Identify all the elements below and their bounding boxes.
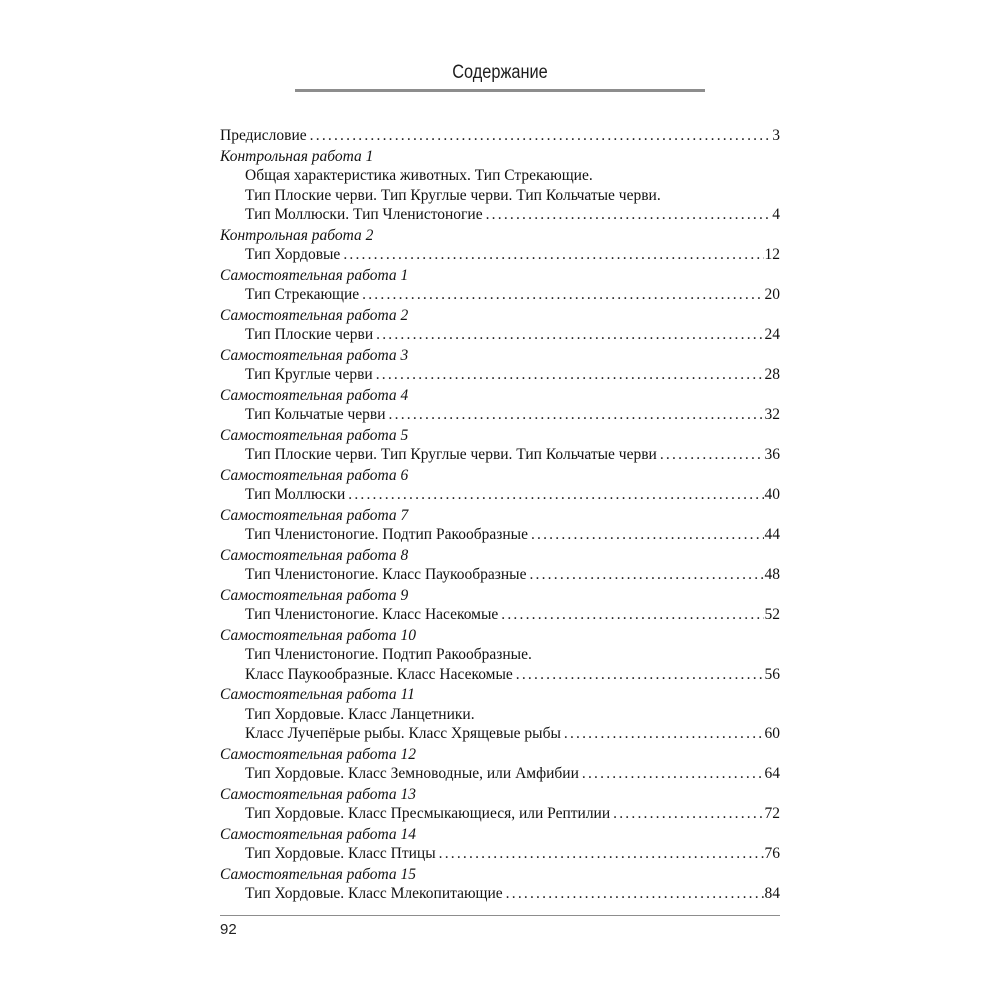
toc-entry-line: Тип Хордовые. Класс Ланцетники.	[245, 705, 475, 723]
footer-divider	[220, 915, 780, 916]
toc-page-number: 36	[764, 446, 780, 463]
toc-entry	[220, 466, 780, 505]
toc-page-number: 76	[764, 845, 780, 862]
toc-entry	[220, 745, 780, 784]
toc-page-number: 56	[764, 665, 780, 683]
toc-page-number: 72	[764, 805, 780, 822]
toc-entry	[220, 785, 780, 824]
dot-leader	[310, 126, 772, 146]
toc-page-number: 32	[764, 406, 780, 423]
toc-entry-title: Тип Стрекающие	[245, 286, 360, 303]
toc-entry-row	[220, 485, 780, 505]
dot-leader	[506, 884, 764, 904]
toc-entry	[220, 266, 780, 305]
toc-entry-heading: Самостоятельная работа 7	[220, 506, 409, 524]
toc-entry-row	[220, 205, 780, 225]
toc-entry-title: Тип Хордовые	[245, 246, 341, 263]
toc-entry	[220, 506, 780, 545]
toc-entry-title: Тип Хордовые. Класс Млекопитающие	[245, 885, 503, 902]
toc-entry-title: Класс Паукообразные. Класс Насекомые	[245, 665, 513, 683]
dot-leader	[439, 844, 764, 864]
toc-entry-row	[220, 884, 780, 904]
toc-entry-heading: Самостоятельная работа 14	[220, 825, 417, 843]
toc-entry-heading: Самостоятельная работа 5	[220, 426, 409, 444]
toc-entry-title: Тип Членистоногие. Класс Насекомые	[245, 606, 499, 623]
toc-entry-row	[220, 844, 780, 864]
toc-entry-heading: Самостоятельная работа 2	[220, 306, 409, 324]
toc-entry-title: Тип Членистоногие. Подтип Ракообразные	[245, 526, 528, 543]
toc-page-number: 64	[764, 765, 780, 782]
dot-leader	[531, 525, 764, 545]
toc-entry-row	[220, 525, 780, 545]
toc-entry-heading: Контрольная работа 1	[220, 147, 374, 165]
dot-leader	[486, 205, 772, 225]
toc-entry	[220, 346, 780, 385]
toc-page-number: 20	[764, 286, 780, 303]
toc-entry-heading: Самостоятельная работа 10	[220, 626, 417, 644]
toc-entry-title: Тип Круглые черви	[245, 366, 373, 383]
toc-entry-heading: Самостоятельная работа 1	[220, 266, 409, 284]
toc-entry-heading: Самостоятельная работа 4	[220, 386, 409, 404]
toc-entry-heading: Самостоятельная работа 9	[220, 586, 409, 604]
toc-entry-heading: Самостоятельная работа 6	[220, 466, 409, 484]
toc-entry-row	[220, 665, 780, 685]
dot-leader	[582, 764, 764, 784]
toc-entry-row	[220, 285, 780, 305]
toc-entry-title: Класс Лучепёрые рыбы. Класс Хрящевые рыбы	[245, 725, 561, 742]
dot-leader	[362, 285, 763, 305]
toc-entry-heading: Контрольная работа 2	[220, 226, 374, 244]
page-title: Содержание	[452, 62, 548, 83]
toc-page-number: 40	[764, 486, 780, 503]
toc-entry-heading: Самостоятельная работа 12	[220, 745, 417, 763]
toc-entry	[220, 865, 780, 904]
toc-entry	[220, 306, 780, 345]
toc-page-number: 52	[764, 606, 780, 623]
page-number: 92	[220, 921, 237, 938]
table-of-contents	[220, 126, 780, 905]
toc-entry	[220, 685, 780, 744]
toc-entry	[220, 626, 780, 685]
toc-page-number: 24	[764, 326, 780, 343]
toc-entry	[220, 147, 780, 225]
toc-entry-row	[220, 325, 780, 345]
toc-entry-row	[220, 405, 780, 425]
dot-leader	[376, 365, 764, 385]
toc-entry-row	[220, 245, 780, 265]
title-divider	[295, 89, 705, 92]
toc-entry-title: Тип Моллюски. Тип Членистоногие	[245, 206, 483, 223]
dot-leader	[376, 325, 763, 345]
dot-leader	[348, 485, 763, 505]
toc-entry-title: Тип Кольчатые черви	[245, 406, 386, 423]
dot-leader	[660, 445, 764, 465]
toc-entry-row	[220, 724, 780, 744]
dot-leader	[564, 724, 764, 744]
dot-leader	[501, 605, 763, 625]
toc-entry-row	[220, 804, 780, 824]
toc-entry-row	[220, 126, 780, 146]
toc-entry-row	[220, 565, 780, 585]
toc-entry	[220, 126, 780, 146]
toc-entry	[220, 825, 780, 864]
toc-entry-line: Тип Членистоногие. Подтип Ракообразные.	[245, 646, 532, 663]
toc-page-number: 44	[764, 526, 780, 543]
toc-entry-title: Тип Плоские черви	[245, 326, 374, 343]
toc-page-number: 4	[772, 206, 780, 223]
toc-entry-row	[220, 605, 780, 625]
toc-entry-title: Тип Плоские черви. Тип Круглые черви. Тип Кольчатые черви	[245, 446, 657, 463]
toc-entry-row	[220, 445, 780, 465]
dot-leader	[516, 665, 764, 685]
toc-entry-row	[220, 365, 780, 385]
toc-page-number: 3	[772, 127, 780, 144]
dot-leader	[389, 405, 764, 425]
toc-entry-heading: Самостоятельная работа 13	[220, 785, 417, 803]
toc-entry-row	[220, 764, 780, 784]
toc-page-number: 28	[764, 366, 780, 383]
toc-page-number: 48	[764, 566, 780, 583]
toc-entry	[220, 586, 780, 625]
toc-entry	[220, 426, 780, 465]
toc-entry-line: Тип Плоские черви. Тип Круглые черви. Тип Кольчатые черви.	[245, 186, 661, 204]
toc-entry-title: Тип Хордовые. Класс Земноводные, или Амфибии	[245, 765, 579, 782]
toc-entry-title: Тип Моллюски	[245, 486, 346, 503]
toc-entry-heading: Самостоятельная работа 15	[220, 865, 417, 883]
dot-leader	[613, 804, 763, 824]
toc-entry-heading: Самостоятельная работа 8	[220, 546, 409, 564]
toc-entry-line: Общая характеристика животных. Тип Стрекающие.	[245, 167, 593, 184]
toc-entry-title: Тип Хордовые. Класс Пресмыкающиеся, или Рептилии	[245, 805, 611, 822]
toc-page-number: 84	[764, 885, 780, 902]
dot-leader	[529, 565, 763, 585]
toc-entry	[220, 226, 780, 265]
toc-entry-title: Предисловие	[220, 127, 307, 144]
toc-entry-title: Тип Членистоногие. Класс Паукообразные	[245, 566, 527, 583]
toc-page-number: 12	[764, 246, 780, 263]
toc-entry-heading: Самостоятельная работа 11	[220, 686, 415, 703]
toc-entry-title: Тип Хордовые. Класс Птицы	[245, 845, 436, 862]
toc-entry-heading: Самостоятельная работа 3	[220, 346, 409, 364]
toc-entry	[220, 386, 780, 425]
toc-page-number: 60	[764, 725, 780, 742]
dot-leader	[343, 245, 763, 265]
toc-entry	[220, 546, 780, 585]
